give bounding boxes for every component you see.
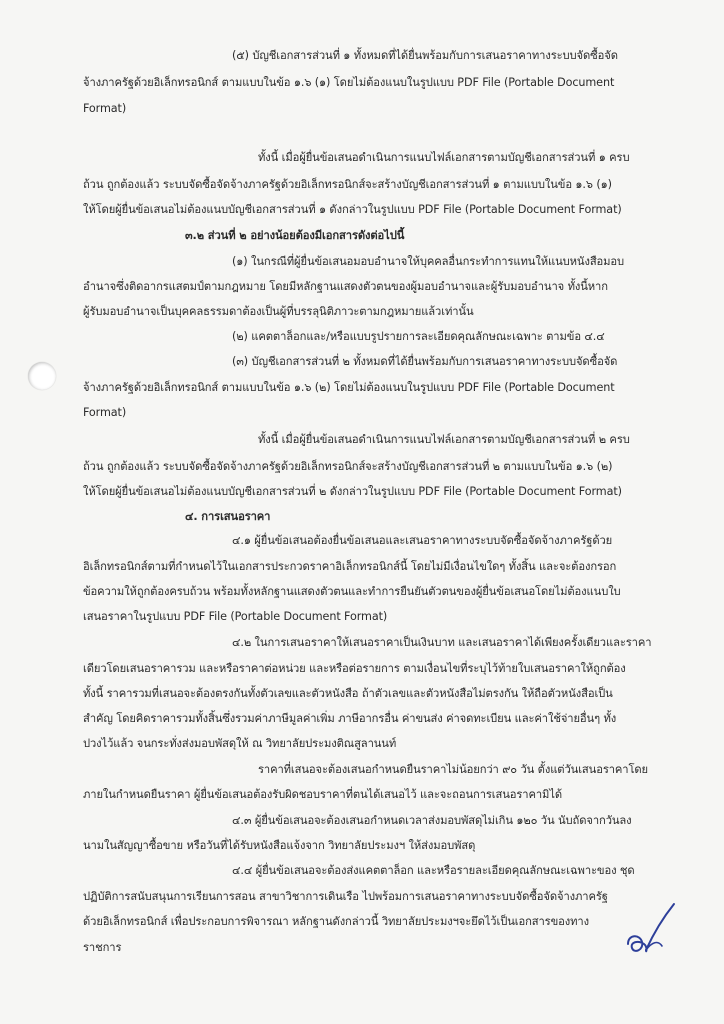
text-line: ราคาที่เสนอจะต้องเสนอกำหนดยืนราคาไม่น้อยกว่า ๙๐ วัน ตั้งแต่วันเสนอราคาโดย xyxy=(258,763,649,776)
text-line: ทั้งนี้ เมื่อผู้ยื่นข้อเสนอดำเนินการแนบไฟล์เอกสารตามบัญชีเอกสารส่วนที่ ๑ ครบ xyxy=(258,151,630,164)
punch-hole xyxy=(28,362,56,390)
section-heading: ๔. การเสนอราคา xyxy=(185,510,271,523)
text-line: ๔.๓ ผู้ยื่นข้อเสนอจะต้องเสนอกำหนดเวลาส่งมอบพัสดุไม่เกิน ๑๒๐ วัน นับถัดจากวันลง xyxy=(232,814,632,827)
text-line: (๒) แคตตาล็อกและ/หรือแบบรูปรายการละเอียดคุณลักษณะเฉพาะ ตามข้อ ๔.๔ xyxy=(232,330,605,343)
text-line: สำคัญ โดยคิดราคารวมทั้งสิ้นซึ่งรวมค่าภาษีมูลค่าเพิ่ม ภาษีอากรอื่น ค่าขนส่ง ค่าจดทะเบียน และค่าใช้จ่ายอื่นๆ ทั้ง xyxy=(83,712,617,725)
text-line: อิเล็กทรอนิกส์ตามที่กำหนดไว้ในเอกสารประกวดราคาอิเล็กทรอนิกส์นี้ โดยไม่มีเงื่อนไขใดๆ ทั้งสิ้น และจะต้องกรอก xyxy=(83,560,617,573)
text-line: เสนอราคาในรูปแบบ PDF File (Portable Document Format) xyxy=(83,610,388,623)
text-line: (๕) บัญชีเอกสารส่วนที่ ๑ ทั้งหมดที่ได้ยื่นพร้อมกับการเสนอราคาทางระบบจัดซื้อจัด xyxy=(232,49,618,62)
section-heading: ๓.๒ ส่วนที่ ๒ อย่างน้อยต้องมีเอกสารดังต่อไปนี้ xyxy=(185,229,405,242)
text-line: (๓) บัญชีเอกสารส่วนที่ ๒ ทั้งหมดที่ได้ยื่นพร้อมกับการเสนอราคาทางระบบจัดซื้อจัด xyxy=(232,355,618,368)
text-line: ให้โดยผู้ยื่นข้อเสนอไม่ต้องแนบบัญชีเอกสารส่วนที่ ๒ ดังกล่าวในรูปแบบ PDF File (Portable Document Format) xyxy=(83,485,622,498)
text-line: ปฏิบัติการสนับสนุนการเรียนการสอน สาขาวิชาการเดินเรือ ไปพร้อมการเสนอราคาทางระบบจัดซื้อจัดจ้างภาครัฐ xyxy=(83,890,608,903)
text-line: ภายในกำหนดยืนราคา ผู้ยื่นข้อเสนอต้องรับผิดชอบราคาที่ตนได้เสนอไว้ และจะถอนการเสนอราคามิได้ xyxy=(83,788,563,801)
text-line: ทั้งนี้ ราคารวมที่เสนอจะต้องตรงกันทั้งตัวเลขและตัวหนังสือ ถ้าตัวเลขและตัวหนังสือไม่ตรงกัน ให้ถือตัวหนังสือเป็น xyxy=(83,687,613,700)
text-line: อำนาจซึ่งติดอากรแสตมป์ตามกฎหมาย โดยมีหลักฐานแสดงตัวตนของผู้มอบอำนาจและผู้รับมอบอำนาจ ทั้งนี้หาก xyxy=(83,280,608,293)
text-line: ถ้วน ถูกต้องแล้ว ระบบจัดซื้อจัดจ้างภาครัฐด้วยอิเล็กทรอนิกส์จะสร้างบัญชีเอกสารส่วนที่ ๑ ตามแบบในข้อ ๑.๖ (๑) xyxy=(83,178,612,191)
text-line: จ้างภาครัฐด้วยอิเล็กทรอนิกส์ ตามแบบในข้อ ๑.๖ (๑) โดยไม่ต้องแนบในรูปแบบ PDF File (Portable Document xyxy=(83,76,615,89)
text-line: ถ้วน ถูกต้องแล้ว ระบบจัดซื้อจัดจ้างภาครัฐด้วยอิเล็กทรอนิกส์จะสร้างบัญชีเอกสารส่วนที่ ๒ ตามแบบในข้อ ๑.๖ (๒) xyxy=(83,460,613,473)
text-line: จ้างภาครัฐด้วยอิเล็กทรอนิกส์ ตามแบบในข้อ ๑.๖ (๒) โดยไม่ต้องแนบในรูปแบบ PDF File (Portable Document xyxy=(83,381,615,394)
text-line: ทั้งนี้ เมื่อผู้ยื่นข้อเสนอดำเนินการแนบไฟล์เอกสารตามบัญชีเอกสารส่วนที่ ๒ ครบ xyxy=(258,433,630,446)
signature-mark xyxy=(622,900,682,960)
text-line: ๔.๔ ผู้ยื่นข้อเสนอจะต้องส่งแคตตาล็อก และหรือรายละเอียดคุณลักษณะเฉพาะของ ชุด xyxy=(232,864,635,877)
text-line: ราชการ xyxy=(83,941,122,954)
text-line: ผู้รับมอบอำนาจเป็นบุคคลธรรมดาต้องเป็นผู้ที่บรรลุนิติภาวะตามกฎหมายแล้วเท่านั้น xyxy=(83,305,474,318)
text-line: ด้วยอิเล็กทรอนิกส์ เพื่อประกอบการพิจารณา หลักฐานดังกล่าวนี้ วิทยาลัยประมงฯจะยึดไว้เป็นเอกสารของทาง xyxy=(83,915,589,928)
text-line: Format) xyxy=(83,406,127,419)
text-line: ๔.๑ ผู้ยื่นข้อเสนอต้องยื่นข้อเสนอและเสนอราคาทางระบบจัดซื้อจัดจ้างภาครัฐด้วย xyxy=(232,534,613,547)
text-line: นามในสัญญาซื้อขาย หรือวันที่ได้รับหนังสือแจ้งจาก วิทยาลัยประมงฯ ให้ส่งมอบพัสดุ xyxy=(83,839,476,852)
text-line: (๑) ในกรณีที่ผู้ยื่นข้อเสนอมอบอำนาจให้บุคคลอื่นกระทำการแทนให้แนบหนังสือมอบ xyxy=(232,255,625,268)
text-line: ให้โดยผู้ยื่นข้อเสนอไม่ต้องแนบบัญชีเอกสารส่วนที่ ๑ ดังกล่าวในรูปแบบ PDF File (Portable Document Format) xyxy=(83,203,622,216)
text-line: ๔.๒ ในการเสนอราคาให้เสนอราคาเป็นเงินบาท และเสนอราคาได้เพียงครั้งเดียวและราคา xyxy=(232,636,652,649)
text-line: เดียวโดยเสนอราคารวม และหรือราคาต่อหน่วย และหรือต่อรายการ ตามเงื่อนไขที่ระบุไว้ท้ายใบเสนอราคาให้ถูกต้อง xyxy=(83,662,626,675)
text-line: ข้อความให้ถูกต้องครบถ้วน พร้อมทั้งหลักฐานแสดงตัวตนและทำการยืนยันตัวตนของผู้ยื่นข้อเสนอโดยไม่ต้องแนบใบ xyxy=(83,585,621,598)
text-line: Format) xyxy=(83,102,127,115)
text-line: ปวงไว้แล้ว จนกระทั่งส่งมอบพัสดุให้ ณ วิทยาลัยประมงติณสูลานนท์ xyxy=(83,737,397,750)
